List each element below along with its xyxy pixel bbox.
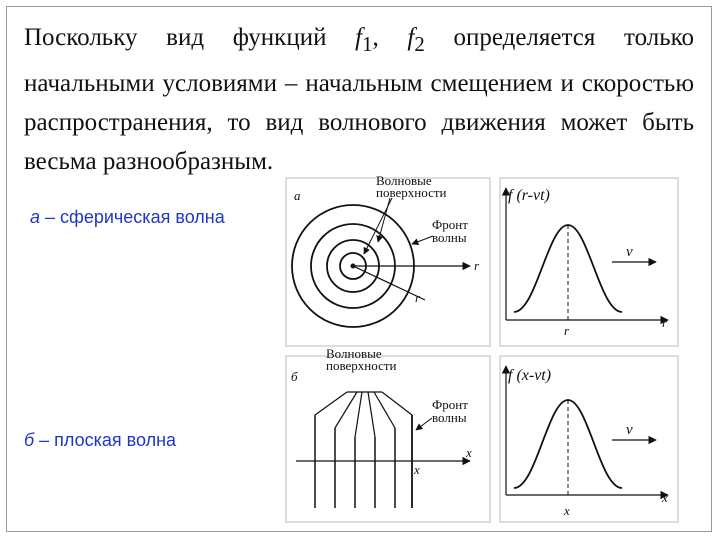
figure-a-plot xyxy=(500,178,678,346)
figure-a-surfaces-label-2: поверхности xyxy=(376,185,447,200)
caption-a-text: – сферическая волна xyxy=(40,207,225,227)
figure-b-plot xyxy=(500,356,678,522)
symbol-f1-sub: 1 xyxy=(362,32,373,56)
bracket-right-outer xyxy=(382,392,412,415)
figure-a-front-label-2: волны xyxy=(432,230,467,245)
mark-x-label: x xyxy=(414,462,420,477)
front-pointer xyxy=(412,236,433,244)
plot-a-title: f (r-vt) xyxy=(508,187,550,204)
figure-a-letter: а xyxy=(294,188,301,203)
figure-a-diagram xyxy=(286,173,490,346)
figure-b-letter: б xyxy=(291,369,298,384)
figure-b-front-label-1: Фронт xyxy=(432,397,468,412)
symbol-f1: f xyxy=(355,24,363,51)
figure-b-surfaces-label-2: поверхности xyxy=(326,358,397,373)
figure-b-panel xyxy=(286,356,490,522)
figure-a-panel xyxy=(286,178,490,346)
plot-a-peak-label: r xyxy=(564,323,570,338)
caption-b-text: – плоская волна xyxy=(34,430,177,450)
text-comma: , xyxy=(372,24,408,51)
text-part-1: Поскольку вид функций xyxy=(24,24,356,51)
bracket-right-mid xyxy=(374,392,395,428)
front-b-pointer xyxy=(416,418,432,430)
plot-b-axis-label: x xyxy=(662,490,668,505)
plot-a-velocity-label: v xyxy=(626,244,633,260)
bracket-left-outer xyxy=(315,392,347,415)
plot-b-title: f (x-vt) xyxy=(508,367,552,384)
plot-b-velocity-label: v xyxy=(626,422,633,438)
figure-b-diagram xyxy=(286,346,490,522)
figure-b-front-label-2: волны xyxy=(432,410,467,425)
text-part-2: определяется только начальными условиями – начальным смещением и скоростью распространения, то вид волнового движения может быть весьма разнообразным. xyxy=(24,24,694,175)
radius-ray-label: r xyxy=(415,290,421,305)
caption-b-letter: б xyxy=(24,430,35,450)
figure-b-surfaces-label-1: Волновые xyxy=(326,346,382,361)
bracket-left-mid xyxy=(335,392,357,428)
figure-a-surfaces-label-1: Волновые xyxy=(376,173,432,188)
bracket-right-inner xyxy=(368,392,375,437)
bracket-left-inner xyxy=(355,392,362,437)
caption-a-letter: а xyxy=(30,207,41,227)
plot-a-axis-label: r xyxy=(662,315,668,330)
symbol-f2-sub: 2 xyxy=(414,32,425,56)
axis-x-label: x xyxy=(466,445,472,460)
figure-a-front-label-1: Фронт xyxy=(432,217,468,232)
symbol-f2: f xyxy=(407,24,415,51)
plot-b-peak-label: x xyxy=(564,503,570,518)
axis-r-label: r xyxy=(474,258,480,273)
